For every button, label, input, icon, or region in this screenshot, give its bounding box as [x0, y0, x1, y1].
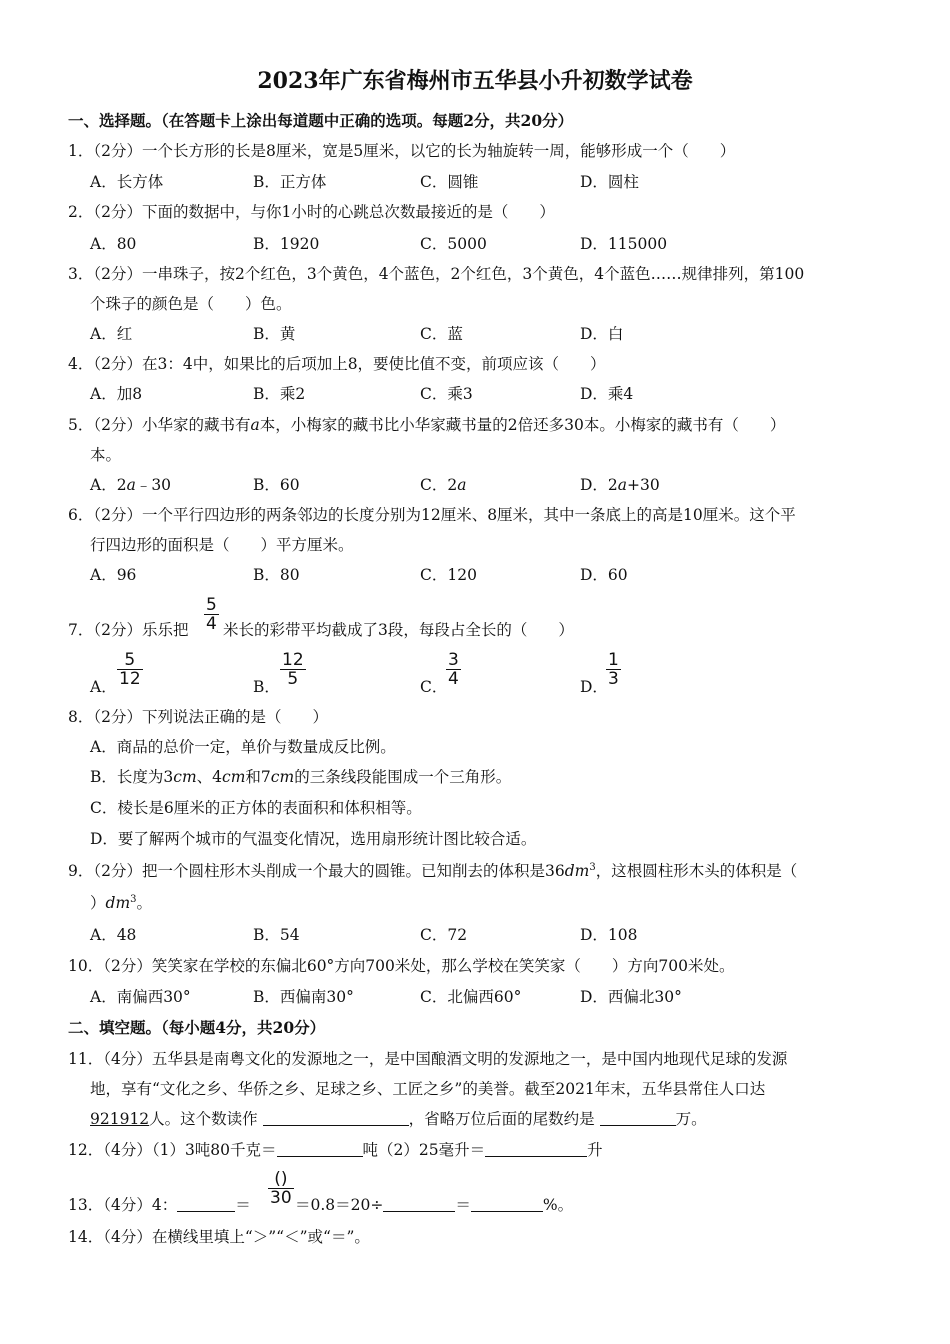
q11-number: 921912 [90, 1110, 150, 1128]
q4-option-b: B．乘2 [253, 385, 306, 403]
q3-option-d: D．白 [580, 325, 624, 343]
question-9-cont: ）$dm^3$。 [90, 893, 153, 912]
section-choice-heading: 一、选择题。（在答题卡上涂出每道题中正确的选项。每题2分，共20分） [68, 111, 574, 130]
question-7-stem-b: 米长的彩带平均截成了3段，每段占全长的（ ） [223, 621, 574, 639]
q12-blank-2[interactable] [485, 1140, 587, 1157]
q7-option-a-fraction: $\frac{5}{12}$ [119, 650, 141, 689]
page-title: 2023年广东省梅州市五华县小升初数学试卷 [257, 68, 693, 94]
q6-option-a: A．96 [90, 566, 137, 584]
question-7-stem-a: 7．（2分）乐乐把 [68, 621, 189, 639]
q6-option-d: D．60 [580, 566, 628, 584]
question-3: 3．（2分）一串珠子，按2个红色，3个黄色，4个蓝色，2个红色，3个黄色，4个蓝色……规律排列，第100 [68, 265, 805, 283]
question-6: 6．（2分）一个平行四边形的两条邻边的长度分别为12厘米、8厘米，其中一条底上的高是10厘米。这个平 [68, 506, 796, 524]
q2-option-a: A．80 [90, 235, 137, 253]
q7-option-b-fraction: $\frac{12}{5}$ [282, 650, 304, 689]
q13-blank-2[interactable] [383, 1195, 455, 1212]
question-6-cont: 行四边形的面积是（ ）平方厘米。 [90, 536, 354, 554]
q13-fraction: () 30 [270, 1169, 292, 1208]
q1-option-b: B．正方体 [253, 173, 327, 191]
q2-option-b: B．1920 [253, 235, 320, 253]
question-9: 9．（2分）把一个圆柱形木头削成一个最大的圆锥。已知削去的体积是$36dm^3$，这根圆柱形木头的体积是（ [68, 861, 798, 880]
question-11-line1: 11．（4分）五华县是南粤文化的发源地之一，是中国酿酒文明的发源地之一，是中国内地现代足球的发源 [68, 1050, 788, 1068]
q3-option-b: B．黄 [253, 325, 296, 343]
question-13-b: ＝0.8＝20÷ ＝ %。 [295, 1196, 574, 1214]
q7-option-a-label: A． [90, 678, 117, 696]
q4-option-a: A．加8 [90, 385, 143, 403]
q7-option-c-label: C． [420, 678, 448, 696]
q10-option-b: B．西偏南30° [253, 988, 354, 1006]
question-11-line3: 921912人。这个数读作 ，省略万位后面的尾数约是 万。 [90, 1110, 707, 1128]
question-2: 2．（2分）下面的数据中，与你1小时的心跳总次数最接近的是（ ） [68, 203, 555, 221]
q13-blank-1[interactable] [177, 1195, 235, 1212]
question-3-cont: 个珠子的颜色是（ ）色。 [90, 295, 292, 313]
q9-option-d: D．108 [580, 926, 638, 944]
q6-option-b: B．80 [253, 566, 300, 584]
q5-option-c: C．2a [420, 476, 467, 494]
q1-option-d: D．圆柱 [580, 173, 639, 191]
q13-blank-3[interactable] [471, 1195, 543, 1212]
question-12: 12．（4分）（1）3吨80千克＝ 吨（2）25毫升＝ 升 [68, 1141, 603, 1159]
q9-option-a: A．48 [90, 926, 137, 944]
q11-blank-reading[interactable] [263, 1109, 409, 1126]
question-4: 4．（2分）在3：4中，如果比的后项加上8，要使比值不变，前项应该（ ） [68, 355, 606, 373]
q4-option-c: C．乘3 [420, 385, 473, 403]
q8-option-d: D．要了解两个城市的气温变化情况，选用扇形统计图比较合适。 [90, 830, 537, 848]
q7-option-d-fraction: $\frac{1}{3}$ [608, 650, 619, 689]
q8-option-a: A．商品的总价一定，单价与数量成反比例。 [90, 738, 396, 756]
q1-option-a: A．长方体 [90, 173, 164, 191]
q12-blank-1[interactable] [277, 1140, 363, 1157]
q10-option-d: D．西偏北30° [580, 988, 682, 1006]
q6-option-c: C．120 [420, 566, 477, 584]
question-5-cont: 本。 [90, 446, 122, 464]
q5-option-a: A．2a﹣30 [90, 476, 172, 494]
section-fill-heading: 二、填空题。（每小题4分，共20分） [68, 1018, 326, 1037]
q9-option-b: B．54 [253, 926, 300, 944]
q1-option-c: C．圆锥 [420, 173, 479, 191]
q7-option-c-fraction: $\frac{3}{4}$ [448, 650, 459, 689]
question-14: 14．（4分）在横线里填上“＞”“＜”或“＝”。 [68, 1228, 370, 1246]
q2-option-c: C．5000 [420, 235, 487, 253]
q9-option-c: C．72 [420, 926, 468, 944]
q7-stem-fraction: $\frac{5}{4}$ [206, 595, 217, 634]
q4-option-d: D．乘4 [580, 385, 634, 403]
question-13-a: 13．（4分）4： ＝ [68, 1196, 251, 1214]
q5-option-b: B．60 [253, 476, 300, 494]
q5-option-d: D．2a+30 [580, 476, 660, 494]
question-5: 5．（2分）小华家的藏书有a本，小梅家的藏书比小华家藏书量的2倍还多30本。小梅家的藏书有（ ） [68, 416, 786, 434]
q7-option-b-label: B． [253, 678, 280, 696]
question-1: 1．（2分）一个长方形的长是8厘米，宽是5厘米，以它的长为轴旋转一周，能够形成一个（ ） [68, 142, 736, 160]
q3-option-a: A．红 [90, 325, 133, 343]
q8-option-c: C．棱长是6厘米的正方体的表面积和体积相等。 [90, 799, 422, 817]
question-11-line2: 地，享有“文化之乡、华侨之乡、足球之乡、工匠之乡”的美誉。截至2021年末，五华县常住人口达 [90, 1080, 766, 1098]
q11-blank-approx[interactable] [600, 1109, 676, 1126]
q10-option-c: C．北偏西60° [420, 988, 522, 1006]
question-10: 10．（2分）笑笑家在学校的东偏北60°方向700米处，那么学校在笑笑家（ ）方向700米处。 [68, 957, 735, 975]
question-8: 8．（2分）下列说法正确的是（ ） [68, 708, 328, 726]
q2-option-d: D．115000 [580, 235, 668, 253]
q8-option-b: B．长度为3cm、4cm和7cm的三条线段能围成一个三角形。 [90, 768, 512, 786]
q3-option-c: C．蓝 [420, 325, 463, 343]
q7-option-d-label: D． [580, 678, 608, 696]
q10-option-a: A．南偏西30° [90, 988, 191, 1006]
